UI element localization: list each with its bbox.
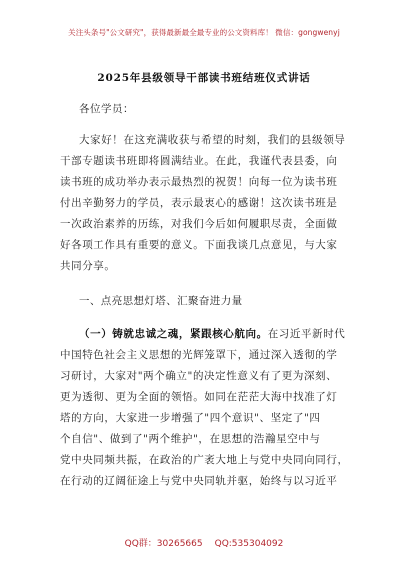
paragraph-line: 更为透彻、更为全面的领悟。如同在茫茫大海中找准了灯 (60, 391, 338, 403)
paragraph-line: 中国特色社会主义思想的光辉笼罩下，通过深入透彻的学 (60, 349, 338, 361)
salutation: 各位学员： (79, 103, 134, 115)
paragraph-line: 塔的方向，大家进一步增强了"四个意识"、坚定了"四 (60, 412, 321, 424)
paragraph-line: 大家好！在这充满收获与希望的时刻，我们的县级领导 (79, 134, 346, 146)
footer-qq: QQ:535304092 (214, 539, 284, 549)
paragraph-line: 在行动的辽阔征途上与党中央同轨并驱，始终与以习近平 (60, 475, 338, 487)
paragraph-line: 干部专题读书班即将圆满结业。在此，我谨代表县委，向 (60, 155, 338, 167)
paragraph-line: 付出辛勤努力的学员，表示最衷心的感谢！这次读书班是 (60, 197, 338, 209)
paragraph-line: 一次政治素养的历练，对我们今后如何履职尽责，全面做 (60, 218, 338, 230)
subsection-first-rest: 在习近平新时代 (267, 328, 346, 340)
paragraph-line: 习研讨，大家对"两个确立"的决定性意义有了更为深刻、 (60, 370, 338, 382)
footer-qq-group: QQ群：30265665 (124, 539, 203, 549)
paragraph-line: 共同分享。 (60, 260, 116, 272)
section-heading: 一、点亮思想灯塔、汇聚奋进力量 (79, 295, 243, 307)
paragraph-line: 好各项工作具有重要的意义。下面我谈几点意见，与大家 (60, 239, 338, 251)
paragraph-line: 个自信"、做到了"两个维护"，在思想的浩瀚星空中与 (60, 433, 321, 445)
document-title: 2025年县级领导干部读书班结班仪式讲话 (97, 72, 311, 84)
header-promo-text: 关注头条号"公文研究"，获得最新最全最专业的公文资料库！ 微信：gongwenyj (68, 28, 340, 37)
footer-contact (0, 536, 408, 549)
paragraph-line: 读书班的成功举办表示最热烈的祝贺！向每一位为读书班 (60, 176, 338, 188)
subsection-first-line (79, 326, 371, 341)
subsection-lead: （一）铸就忠诚之魂，紧跟核心航向。 (79, 328, 268, 340)
paragraph-line: 党中央同频共振，在政治的广袤大地上与党中央同向同行， (60, 454, 349, 466)
